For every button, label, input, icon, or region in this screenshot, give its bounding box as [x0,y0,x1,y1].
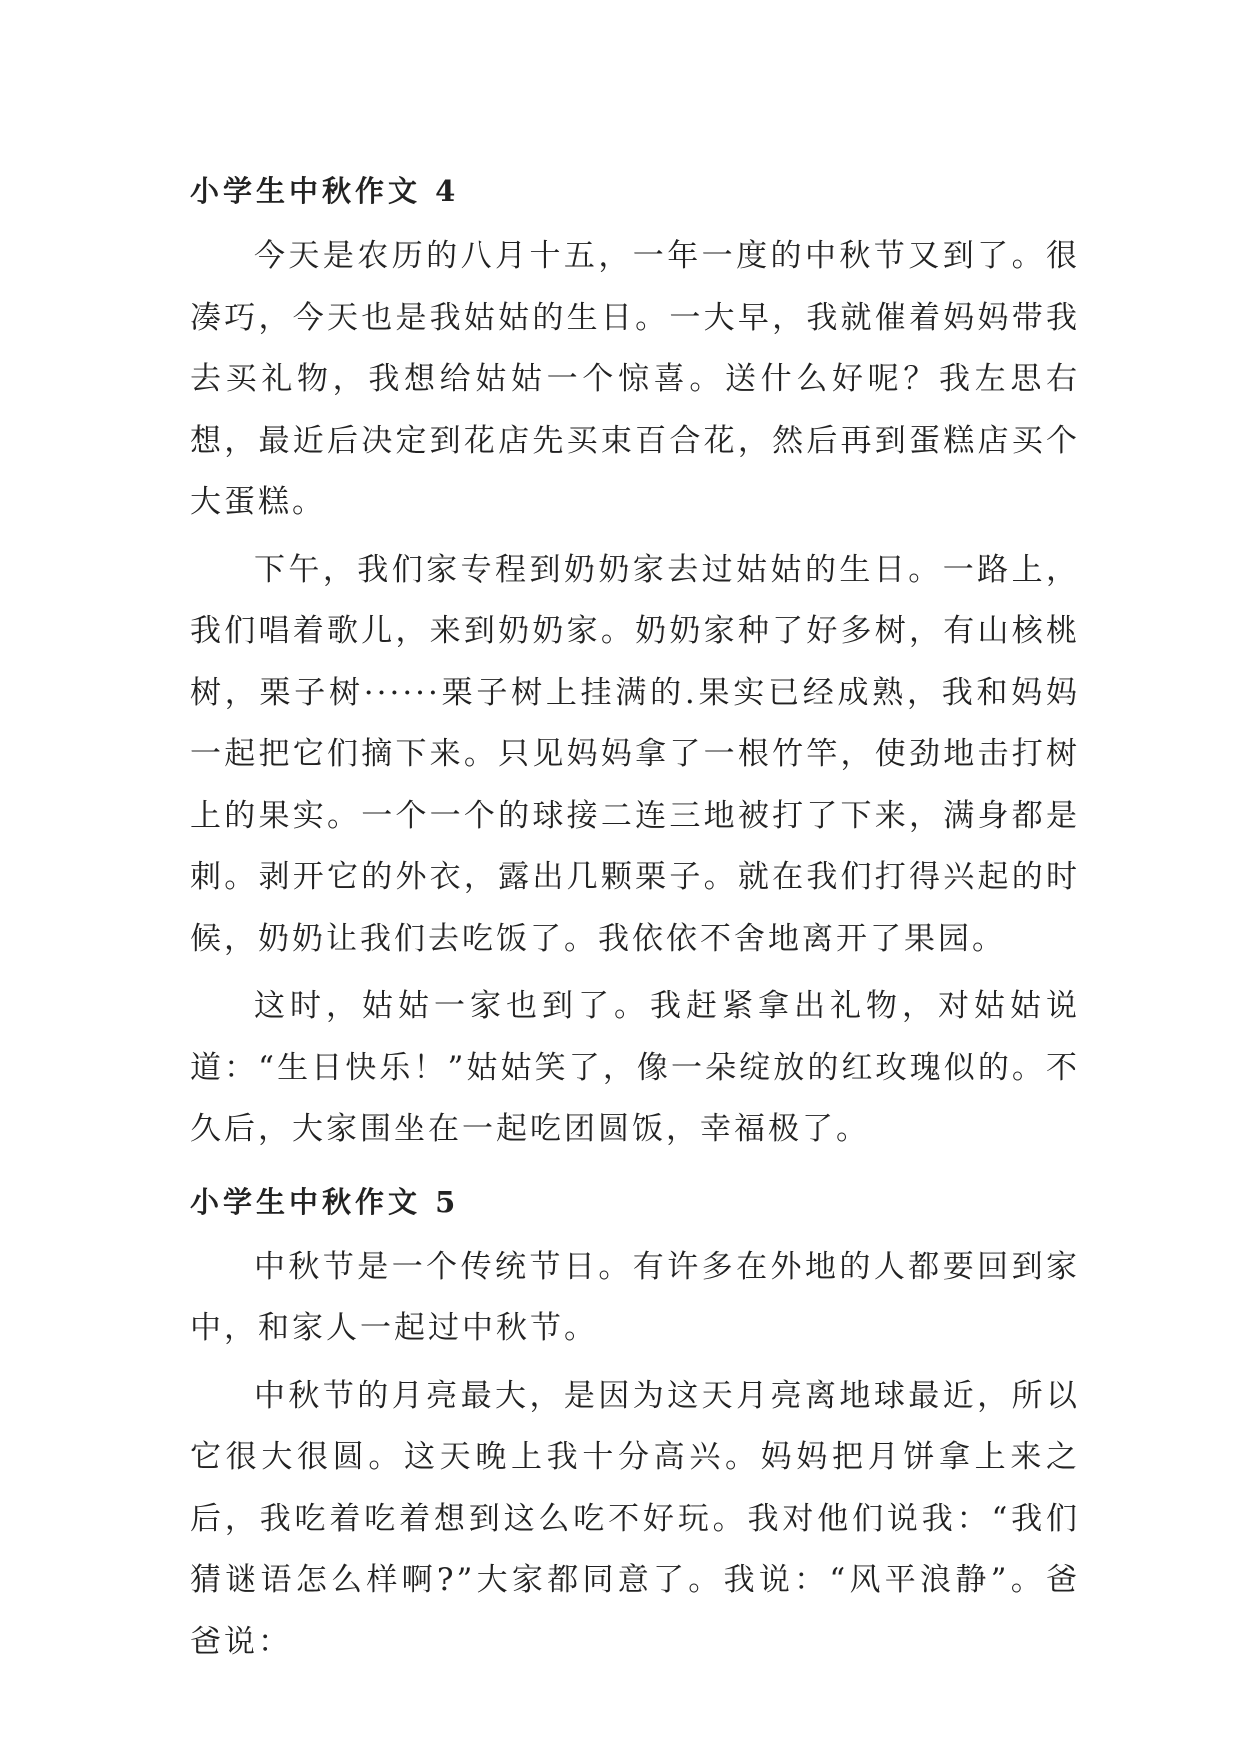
paragraph: 今天是农历的八月十五，一年一度的中秋节又到了。很凑巧，今天也是我姑姑的生日。一大早，我就催着妈妈带我去买礼物，我想给姑姑一个惊喜。送什么好呢？我左思右想，最近后决定到花店先买束百合花，然后再到蛋糕店买个大蛋糕。 [190,238,1080,520]
essay-section-5 [190,1167,1080,1674]
paragraph: 下午，我们家专程到奶奶家去过姑姑的生日。一路上，我们唱着歌儿，来到奶奶家。奶奶家种了好多树，有山核桃树，栗子树······栗子树上挂满的.果实已经成熟，我和妈妈一起把它们摘下来。只见妈妈拿了一根竹竿，使劲地击打树上的果实。一个一个的球接二连三地被打了下来，满身都是刺。剥开它的外衣，露出几颗栗子。就在我们打得兴起的时候，奶奶让我们去吃饭了。我依依不舍地离开了果园。 [190,551,1080,957]
paragraph: 中秋节的月亮最大，是因为这天月亮离地球最近，所以它很大很圆。这天晚上我十分高兴。妈妈把月饼拿上来之后，我吃着吃着想到这么吃不好玩。我对他们说我：“我们猜谜语怎么样啊?”大家都同意了。我说：“风平浪静”。爸爸说： [190,1377,1080,1660]
section-title: 小学生中秋作文 4 [190,174,460,208]
document-page [190,156,1080,1679]
paragraph: 这时，姑姑一家也到了。我赶紧拿出礼物，对姑姑说道：“生日快乐！”姑姑笑了，像一朵绽放的红玫瑰似的。不久后，大家围坐在一起吃团圆饭，幸福极了。 [190,988,1080,1147]
section-title: 小学生中秋作文 5 [190,1184,460,1219]
essay-section-4 [190,156,1080,1161]
paragraph: 中秋节是一个传统节日。有许多在外地的人都要回到家中，和家人一起过中秋节。 [190,1248,1080,1346]
